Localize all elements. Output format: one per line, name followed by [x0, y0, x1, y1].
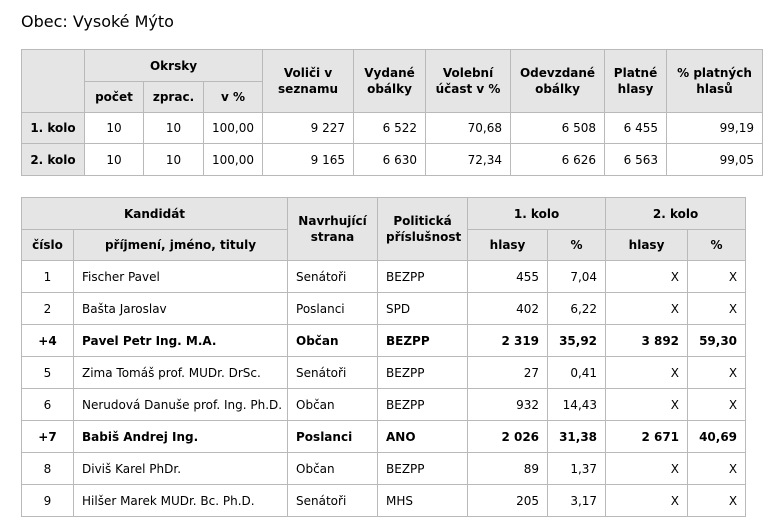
cell-hlasy2: X	[606, 261, 688, 293]
candidate-row	[22, 389, 746, 421]
cell-hlasy1: 402	[468, 293, 548, 325]
candidate-row	[22, 293, 746, 325]
cell-prislusnost: BEZPP	[378, 261, 468, 293]
cell-odevzdane: 6 508	[511, 113, 605, 144]
cell-jmeno: Hilšer Marek MUDr. Bc. Ph.D.	[74, 485, 288, 517]
header-hlasy2: hlasy	[606, 230, 688, 261]
cell-jmeno: Diviš Karel PhDr.	[74, 453, 288, 485]
summary-header-row	[22, 50, 763, 82]
cell-strana: Poslanci	[288, 421, 378, 453]
cell-pct2: 40,69	[688, 421, 746, 453]
cell-jmeno: Bašta Jaroslav	[74, 293, 288, 325]
header-kandidat: Kandidát	[22, 198, 288, 230]
cell-pct1: 31,38	[548, 421, 606, 453]
summary-row	[22, 113, 763, 144]
cell-strana: Občan	[288, 325, 378, 357]
cell-prislusnost: SPD	[378, 293, 468, 325]
header-hlasy1: hlasy	[468, 230, 548, 261]
cell-hlasy2: 3 892	[606, 325, 688, 357]
cell-platne: 6 455	[605, 113, 667, 144]
cell-prislusnost: BEZPP	[378, 357, 468, 389]
cell-hlasy2: X	[606, 389, 688, 421]
cell-cislo: +4	[22, 325, 74, 357]
cell-hlasy2: X	[606, 453, 688, 485]
header-volici: Voliči v seznamu	[263, 50, 354, 113]
header-pct-platnych: % platných hlasů	[667, 50, 763, 113]
candidates-body	[22, 261, 746, 517]
cell-hlasy1: 2 319	[468, 325, 548, 357]
cell-pct1: 0,41	[548, 357, 606, 389]
cell-pct2: X	[688, 453, 746, 485]
cell-prislusnost: ANO	[378, 421, 468, 453]
candidate-row	[22, 357, 746, 389]
row-label-kolo: 1. kolo	[22, 113, 85, 144]
cell-pct2: X	[688, 389, 746, 421]
header-v-pct: v %	[204, 82, 263, 113]
cell-pct2: X	[688, 261, 746, 293]
cell-pocet: 10	[85, 113, 144, 144]
cell-volici: 9 227	[263, 113, 354, 144]
cell-prislusnost: BEZPP	[378, 389, 468, 421]
cell-pct2: X	[688, 293, 746, 325]
cell-strana: Poslanci	[288, 293, 378, 325]
cell-cislo: 1	[22, 261, 74, 293]
header-pct2: %	[688, 230, 746, 261]
cell-zprac: 10	[144, 113, 204, 144]
cell-jmeno: Fischer Pavel	[74, 261, 288, 293]
cell-odevzdane: 6 626	[511, 144, 605, 176]
candidate-row	[22, 485, 746, 517]
header-cislo: číslo	[22, 230, 74, 261]
summary-corner-cell	[22, 50, 85, 113]
cell-pct1: 6,22	[548, 293, 606, 325]
cell-jmeno: Babiš Andrej Ing.	[74, 421, 288, 453]
cell-strana: Senátoři	[288, 261, 378, 293]
cell-strana: Senátoři	[288, 357, 378, 389]
candidates-header-row	[22, 198, 746, 230]
cell-pct-platnych: 99,19	[667, 113, 763, 144]
header-kolo2: 2. kolo	[606, 198, 746, 230]
cell-ucast: 70,68	[426, 113, 511, 144]
header-zprac: zprac.	[144, 82, 204, 113]
cell-platne: 6 563	[605, 144, 667, 176]
cell-pct-platnych: 99,05	[667, 144, 763, 176]
summary-row	[22, 144, 763, 176]
cell-pct1: 7,04	[548, 261, 606, 293]
candidates-table	[21, 197, 746, 517]
cell-jmeno: Zima Tomáš prof. MUDr. DrSc.	[74, 357, 288, 389]
candidate-row	[22, 453, 746, 485]
cell-vydane: 6 522	[354, 113, 426, 144]
header-pct1: %	[548, 230, 606, 261]
cell-v-pct: 100,00	[204, 144, 263, 176]
cell-cislo: +7	[22, 421, 74, 453]
cell-cislo: 9	[22, 485, 74, 517]
cell-strana: Senátoři	[288, 485, 378, 517]
cell-strana: Občan	[288, 453, 378, 485]
cell-prislusnost: BEZPP	[378, 453, 468, 485]
header-kolo1: 1. kolo	[468, 198, 606, 230]
header-pocet: počet	[85, 82, 144, 113]
cell-pct1: 14,43	[548, 389, 606, 421]
cell-pct2: X	[688, 357, 746, 389]
header-navrhujici: Navrhující strana	[288, 198, 378, 261]
candidate-row	[22, 261, 746, 293]
cell-hlasy1: 2 026	[468, 421, 548, 453]
header-odevzdane: Odevzdané obálky	[511, 50, 605, 113]
cell-v-pct: 100,00	[204, 113, 263, 144]
cell-ucast: 72,34	[426, 144, 511, 176]
page-title: Obec: Vysoké Mýto	[21, 12, 174, 31]
cell-cislo: 6	[22, 389, 74, 421]
cell-hlasy2: X	[606, 485, 688, 517]
header-vydane: Vydané obálky	[354, 50, 426, 113]
cell-hlasy2: X	[606, 293, 688, 325]
cell-prislusnost: MHS	[378, 485, 468, 517]
cell-prislusnost: BEZPP	[378, 325, 468, 357]
cell-hlasy1: 27	[468, 357, 548, 389]
cell-jmeno: Nerudová Danuše prof. Ing. Ph.D.	[74, 389, 288, 421]
row-label-kolo: 2. kolo	[22, 144, 85, 176]
header-platne: Platné hlasy	[605, 50, 667, 113]
header-prislusnost: Politická příslušnost	[378, 198, 468, 261]
cell-pct1: 35,92	[548, 325, 606, 357]
cell-vydane: 6 630	[354, 144, 426, 176]
cell-jmeno: Pavel Petr Ing. M.A.	[74, 325, 288, 357]
cell-pct1: 3,17	[548, 485, 606, 517]
cell-hlasy1: 89	[468, 453, 548, 485]
cell-pct2: 59,30	[688, 325, 746, 357]
header-okrsky: Okrsky	[85, 50, 263, 82]
cell-zprac: 10	[144, 144, 204, 176]
cell-hlasy2: X	[606, 357, 688, 389]
cell-strana: Občan	[288, 389, 378, 421]
cell-cislo: 8	[22, 453, 74, 485]
cell-hlasy1: 455	[468, 261, 548, 293]
cell-pct2: X	[688, 485, 746, 517]
cell-hlasy2: 2 671	[606, 421, 688, 453]
header-jmeno: příjmení, jméno, tituly	[74, 230, 288, 261]
header-ucast: Volební účast v %	[426, 50, 511, 113]
candidate-row	[22, 325, 746, 357]
summary-table	[21, 49, 763, 176]
cell-cislo: 5	[22, 357, 74, 389]
cell-pct1: 1,37	[548, 453, 606, 485]
cell-hlasy1: 932	[468, 389, 548, 421]
cell-cislo: 2	[22, 293, 74, 325]
cell-pocet: 10	[85, 144, 144, 176]
cell-hlasy1: 205	[468, 485, 548, 517]
candidate-row	[22, 421, 746, 453]
cell-volici: 9 165	[263, 144, 354, 176]
